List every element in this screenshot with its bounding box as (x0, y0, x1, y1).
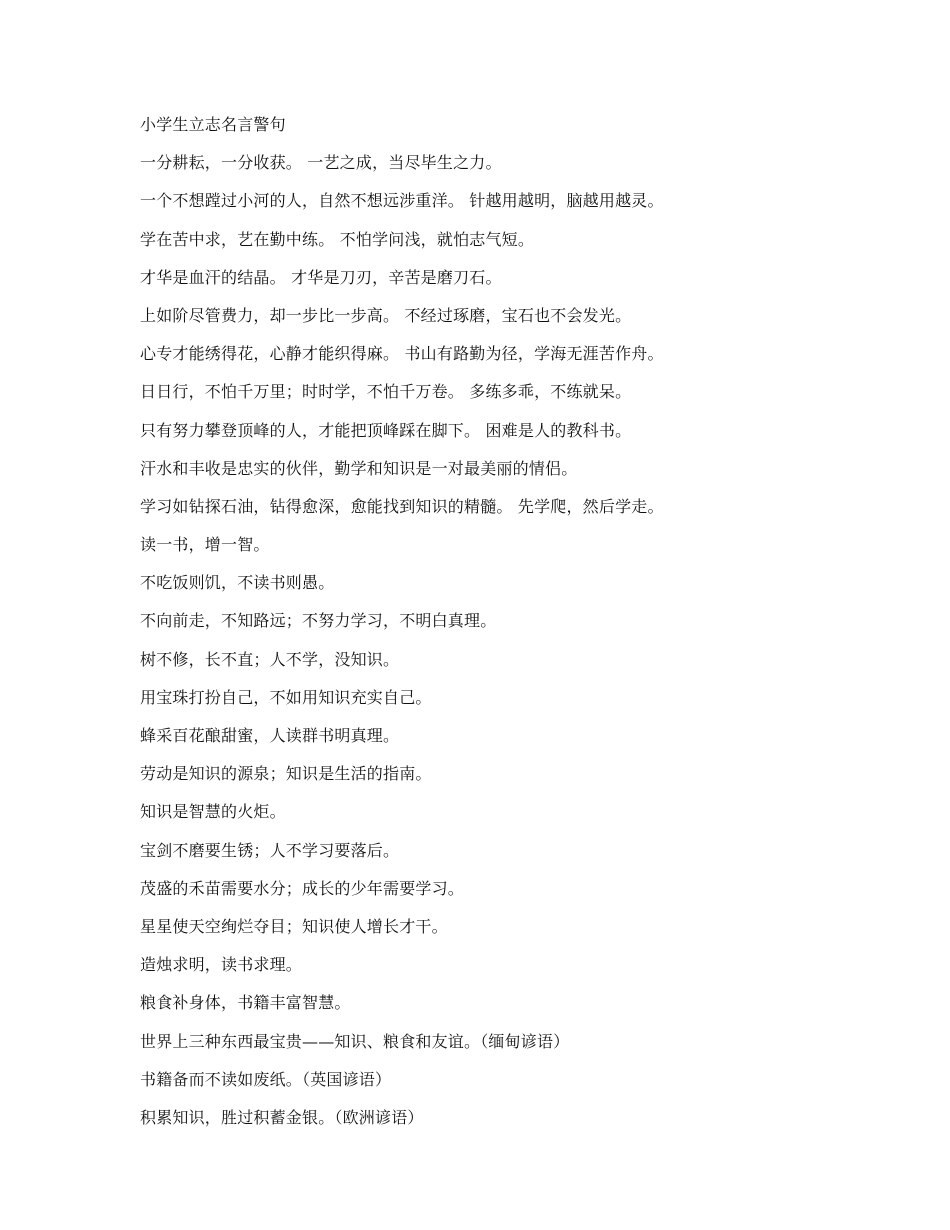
quote-line-3: 学在苦中求，艺在勤中练。 不怕学问浅，就怕志气短。 (140, 229, 535, 249)
quote-line-4: 才华是血汗的结晶。 才华是刀刃，辛苦是磨刀石。 (140, 267, 502, 287)
quote-line-5: 上如阶尽管费力，却一步比一步高。 不经过琢磨，宝石也不会发光。 (140, 305, 632, 325)
quote-line-15: 用宝珠打扮自己，不如用知识充实自己。 (140, 687, 432, 707)
quote-line-18: 知识是智慧的火炬。 (140, 802, 286, 822)
quote-line-6: 心专才能绣得花，心静才能织得麻。 书山有路勤为径，学海无涯苦作舟。 (140, 344, 664, 364)
quote-line-25: 书籍备而不读如废纸。（英国谚语） (140, 1069, 392, 1089)
quote-line-13: 不向前走，不知路远；不努力学习，不明白真理。 (140, 611, 497, 631)
quote-line-24: 世界上三种东西最宝贵——知识、粮食和友谊。（缅甸谚语） (140, 1031, 570, 1051)
quote-line-23: 粮食补身体，书籍丰富智慧。 (140, 993, 351, 1013)
quote-line-10: 学习如钻探石油，钻得愈深，愈能找到知识的精髓。 先学爬，然后学走。 (140, 496, 664, 516)
quote-line-17: 劳动是知识的源泉；知识是生活的指南。 (140, 764, 432, 784)
quote-line-9: 汗水和丰收是忠实的伙伴，勤学和知识是一对最美丽的情侣。 (140, 458, 578, 478)
quote-line-21: 星星使天空绚烂夺目；知识使人增长才干。 (140, 916, 448, 936)
document-body (140, 112, 900, 1143)
quote-line-14: 树不修，长不直；人不学，没知识。 (140, 649, 400, 669)
quote-line-11: 读一书，增一智。 (140, 535, 270, 555)
quote-line-20: 茂盛的禾苗需要水分；成长的少年需要学习。 (140, 878, 465, 898)
quote-line-16: 蜂采百花酿甜蜜，人读群书明真理。 (140, 726, 400, 745)
quote-line-2: 一个不想蹚过小河的人，自然不想远涉重洋。 针越用越明，脑越用越灵。 (140, 191, 664, 211)
quote-line-7: 日日行，不怕千万里；时时学，不怕千万卷。 多练多乖，不练就呆。 (140, 382, 632, 402)
quote-line-12: 不吃饭则饥，不读书则愚。 (140, 573, 335, 593)
quote-line-19: 宝剑不磨要生锈；人不学习要落后。 (140, 840, 400, 860)
quote-line-1: 一分耕耘，一分收获。 一艺之成，当尽毕生之力。 (140, 153, 502, 173)
quote-line-26: 积累知识，胜过积蓄金银。（欧洲谚语） (140, 1107, 424, 1127)
quote-line-22: 造烛求明，读书求理。 (140, 955, 303, 975)
quote-line-8: 只有努力攀登顶峰的人，才能把顶峰踩在脚下。 困难是人的教科书。 (140, 420, 632, 440)
document-title: 小学生立志名言警句 (140, 115, 286, 134)
